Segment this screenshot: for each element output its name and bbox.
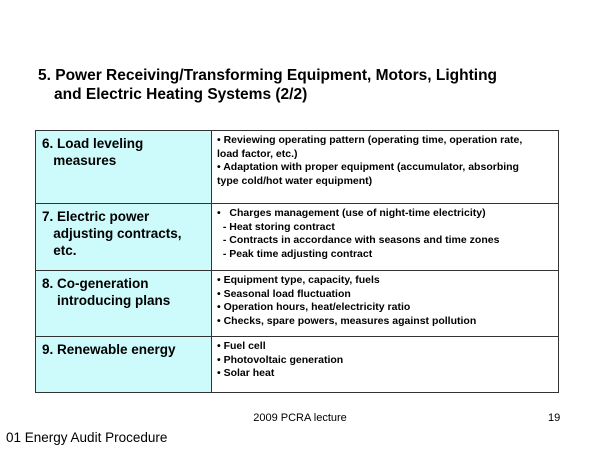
table-row xyxy=(36,131,559,204)
measure-label-line: 7. Electric power xyxy=(42,209,150,224)
measure-label-line: 9. Renewable energy xyxy=(42,342,176,357)
measure-label-cell xyxy=(36,131,212,204)
detail-line: • Fuel cell xyxy=(217,340,266,352)
detail-line: type cold/hot water equipment) xyxy=(217,174,373,187)
measure-label-cell xyxy=(36,204,212,271)
measure-detail-cell xyxy=(212,131,559,204)
detail-line: • Checks, spare powers, measures against pollution xyxy=(217,314,477,327)
measure-label-line: introducing plans xyxy=(42,293,171,308)
slide-title-line-2: and Electric Heating Systems (2/2) xyxy=(54,86,308,103)
table-row xyxy=(36,337,559,393)
detail-line: - Heat storing contract xyxy=(217,220,335,233)
measure-detail-cell xyxy=(212,337,559,393)
detail-line: • Solar heat xyxy=(217,367,275,379)
detail-line: load factor, etc.) xyxy=(217,147,298,160)
measure-label-line: etc. xyxy=(42,243,77,258)
detail-line: • Equipment type, capacity, fuels xyxy=(217,274,380,286)
measure-detail-cell xyxy=(212,271,559,337)
slide-title-line-1: 5. Power Receiving/Transforming Equipment, Motors, Lighting xyxy=(38,67,498,84)
detail-line: • Charges management (use of night-time electricity) xyxy=(217,207,486,219)
detail-line: - Contracts in accordance with seasons and time zones xyxy=(217,234,500,246)
table-row xyxy=(36,204,559,271)
measure-label-cell xyxy=(36,337,212,393)
slide-title xyxy=(38,66,568,104)
footer-section-label: 01 Energy Audit Procedure xyxy=(6,430,168,445)
footer-lecture-label: 2009 PCRA lecture xyxy=(253,412,347,424)
measures-table xyxy=(35,130,559,393)
detail-line: - Peak time adjusting contract xyxy=(217,247,373,260)
measure-label-line: 6. Load leveling xyxy=(42,136,144,151)
table-row xyxy=(36,271,559,337)
detail-line: • Adaptation with proper equipment (accumulator, absorbing xyxy=(217,161,519,173)
measure-label-line: measures xyxy=(42,153,117,168)
measure-label-line: adjusting contracts, xyxy=(42,226,182,241)
detail-line: • Reviewing operating pattern (operating time, operation rate, xyxy=(217,134,523,146)
measure-detail-cell xyxy=(212,204,559,271)
detail-line: • Operation hours, heat/electricity ratio xyxy=(217,301,411,313)
measure-label-cell xyxy=(36,271,212,337)
detail-line: • Seasonal load fluctuation xyxy=(217,287,351,300)
detail-line: • Photovoltaic generation xyxy=(217,353,344,366)
measure-label-line: 8. Co-generation xyxy=(42,276,149,291)
page-number: 19 xyxy=(548,412,561,424)
